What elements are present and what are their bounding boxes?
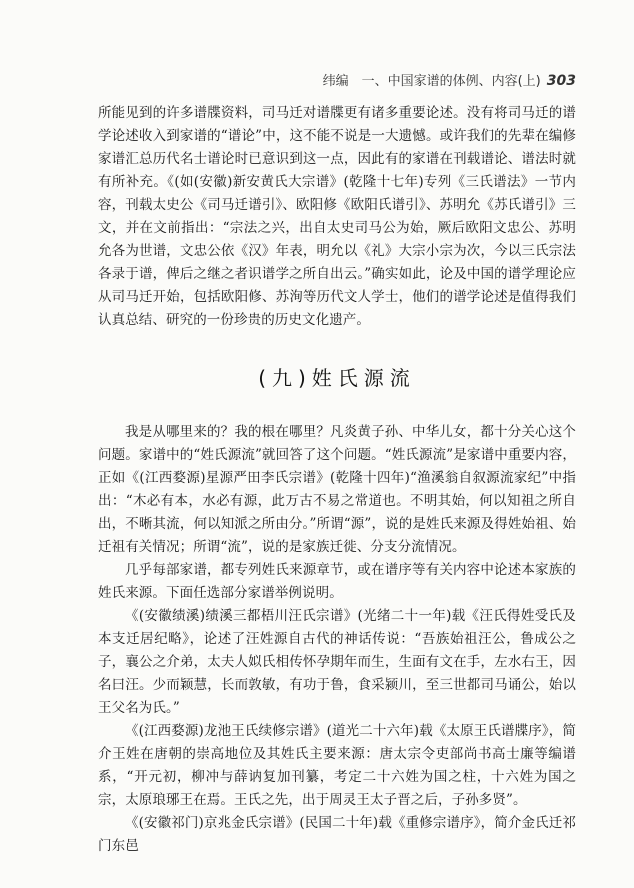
page-body — [98, 102, 576, 858]
section-title: (九)姓氏源流 — [258, 366, 416, 390]
paragraph: 《(安徽绩溪)绩溪三都梧川汪氏宗谱》(光绪二十一年)载《汪氏得姓受氏及本支迁居纪略》，论述了汪姓源自古代的神话传说：“吾族始祖汪公，鲁成公之子，襄公之介弟，太夫人姒氏相传怀孕期年而生，生面有文在手，左水右王，因名曰汪。少而颖慧，长而敦敏，有功于鲁，食采颍川，至三世都司马诵公，始以王父名为氏。” — [98, 608, 576, 716]
header-title: 纬编 一、中国家谱的体例、内容(上) — [322, 74, 541, 89]
paragraph: 《(安徽祁门)京兆金氏宗谱》(民国二十年)载《重修宗谱序》，简介金氏迁祁门东邑 — [98, 815, 576, 854]
paragraph: 几乎每部家谱，都专列姓氏来源章节，或在谱序等有关内容中论述本家族的姓氏来源。下面任选部分家谱举例说明。 — [98, 562, 576, 601]
running-header — [98, 70, 576, 89]
paragraph: 我是从哪里来的？我的根在哪里？凡炎黄子孙、中华儿女，都十分关心这个问题。家谱中的“姓氏源流”就回答了这个问题。“姓氏源流”是家谱中重要内容，正如《(江西婺源)星源严田李氏宗谱》(乾隆十四年)“渔溪翁自叙源流家纪”中指出：“木必有本，水必有源，此万古不易之常道也。不明其始，何以知祖之所自出，不晰其流，何以知派之所由分。”所谓“源”，说的是姓氏来源及得姓始祖、始迁祖有关情况；所谓“流”，说的是家族迁徙、分支分流情况。 — [98, 424, 576, 555]
paragraph: 《(江西婺源)龙池王氏续修宗谱》(道光二十六年)载《太原王氏谱牒序》，简介王姓在唐朝的崇高地位及其姓氏主要来源：唐太宗令吏部尚书高士廉等编谱系，“开元初，柳冲与薛讷复加刊纂，考定二十六姓为国之柱，十六姓为国之宗，太原琅琊王在焉。王氏之先，出于周灵王太子晋之后，子孙多贤”。 — [98, 723, 576, 808]
paragraph-continuation: 所能见到的许多谱牒资料，司马迁对谱牒更有诸多重要论述。没有将司马迁的谱学论述收入到家谱的“谱论”中，这不能不说是一大遗憾。或许我们的先辈在编修家谱汇总历代名士谱论时已意识到这一点，因此有的家谱在刊载谱论、谱法时就有所补充。《(如(安徽)新安黄氏大宗谱》(乾隆十七年)专列《三氏谱法》一节内容，刊载太史公《司马迁谱引》、欧阳修《欧阳氏谱引》、苏明允《苏氏谱引》三文，并在文前指出：“宗法之兴，出自太史司马公为始，厥后欧阳文忠公、苏明允各为世谱，文忠公依《汉》年表，明允以《礼》大宗小宗为次，今以三氏宗法各录于谱，俾后之继之者识谱学之所自出云。”确实如此，论及中国的谱学理论应从司马迁开始，包括欧阳修、苏洵等历代文人学士，他们的谱学论述是值得我们认真总结、研究的一份珍贵的历史文化遗产。 — [98, 105, 576, 328]
page-number: 303 — [546, 73, 576, 89]
